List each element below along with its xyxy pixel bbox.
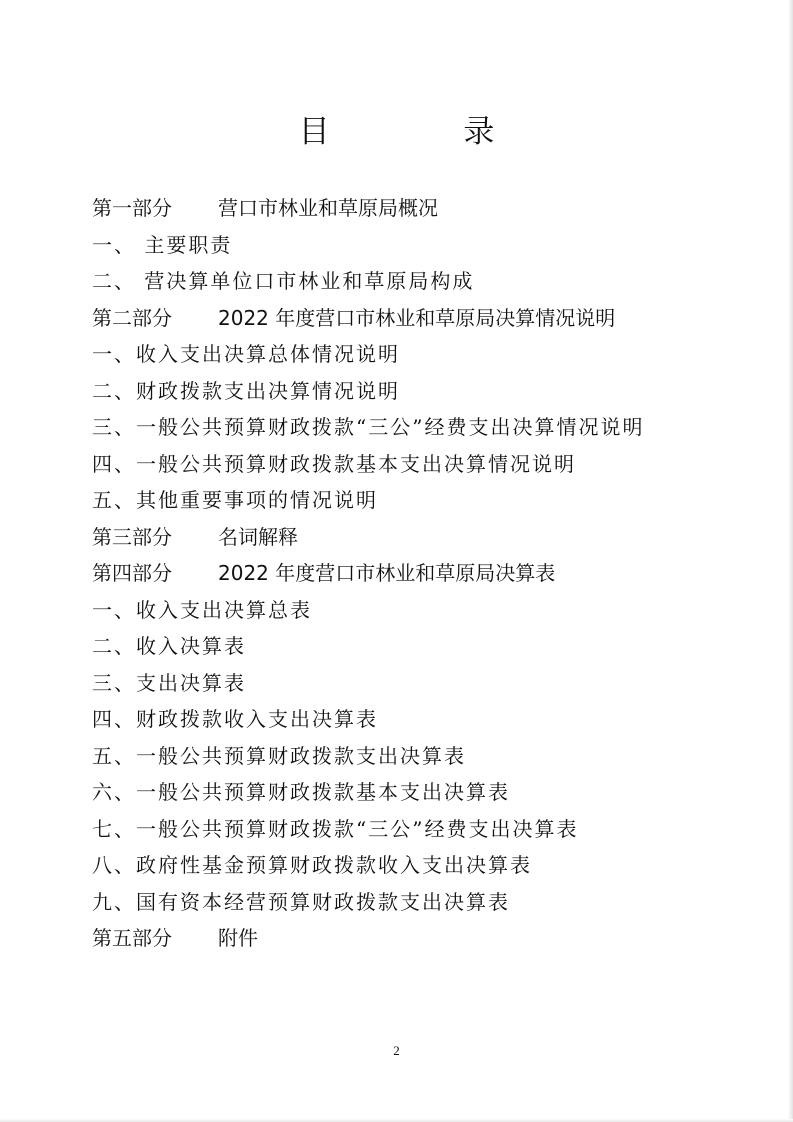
toc-part-1 [92,190,732,227]
part-label: 第五部分 [92,926,172,950]
scan-edge-right [788,0,793,1122]
part-label: 第四部分 [92,561,172,585]
toc-item: 一、收入支出决算总表 [92,597,312,622]
toc-item: 三、一般公共预算财政拨款“三公”经费支出决算情况说明 [92,415,645,439]
toc-part-3 [92,519,732,556]
toc-item: 四、一般公共预算财政拨款基本支出决算情况说明 [92,451,576,476]
toc-item: 四、财政拨款收入支出决算表 [92,707,378,731]
toc-item: 九、国有资本经营预算财政拨款支出决算表 [92,889,510,914]
toc-item: 五、其他重要事项的情况说明 [92,488,378,512]
toc-item: 五、一般公共预算财政拨款支出决算表 [92,743,466,768]
toc-item: 二、 营决算单位口市林业和草原局构成 [92,269,475,293]
part-title: 2022 年度营口市林业和草原局决算情况说明 [218,305,616,330]
toc-item: 三、支出决算表 [92,670,246,695]
toc-item: 二、财政拨款支出决算情况说明 [92,378,400,403]
page-number: 2 [393,1043,400,1058]
toc-item: 一、收入支出决算总体情况说明 [92,342,400,366]
toc-item: 七、一般公共预算财政拨款“三公”经费支出决算表 [92,816,579,841]
toc-item: 六、一般公共预算财政拨款基本支出决算表 [92,780,510,804]
toc-part-2 [92,300,732,337]
toc-part-5 [92,920,732,957]
toc-item: 二、收入决算表 [92,634,246,658]
part-label: 第三部分 [92,524,172,549]
toc-part-4 [92,555,732,592]
part-title: 名词解释 [218,524,298,549]
part-title: 营口市林业和草原局概况 [218,196,438,220]
part-label: 第一部分 [92,196,172,220]
toc-item: 八、政府性基金预算财政拨款收入支出决算表 [92,853,532,877]
page-title: 目 录 [298,114,557,150]
part-label: 第二部分 [92,305,172,330]
part-title: 2022 年度营口市林业和草原局决算表 [218,561,556,585]
part-title: 附件 [218,926,258,950]
toc-item: 一、 主要职责 [92,232,233,257]
table-of-contents [92,190,732,957]
